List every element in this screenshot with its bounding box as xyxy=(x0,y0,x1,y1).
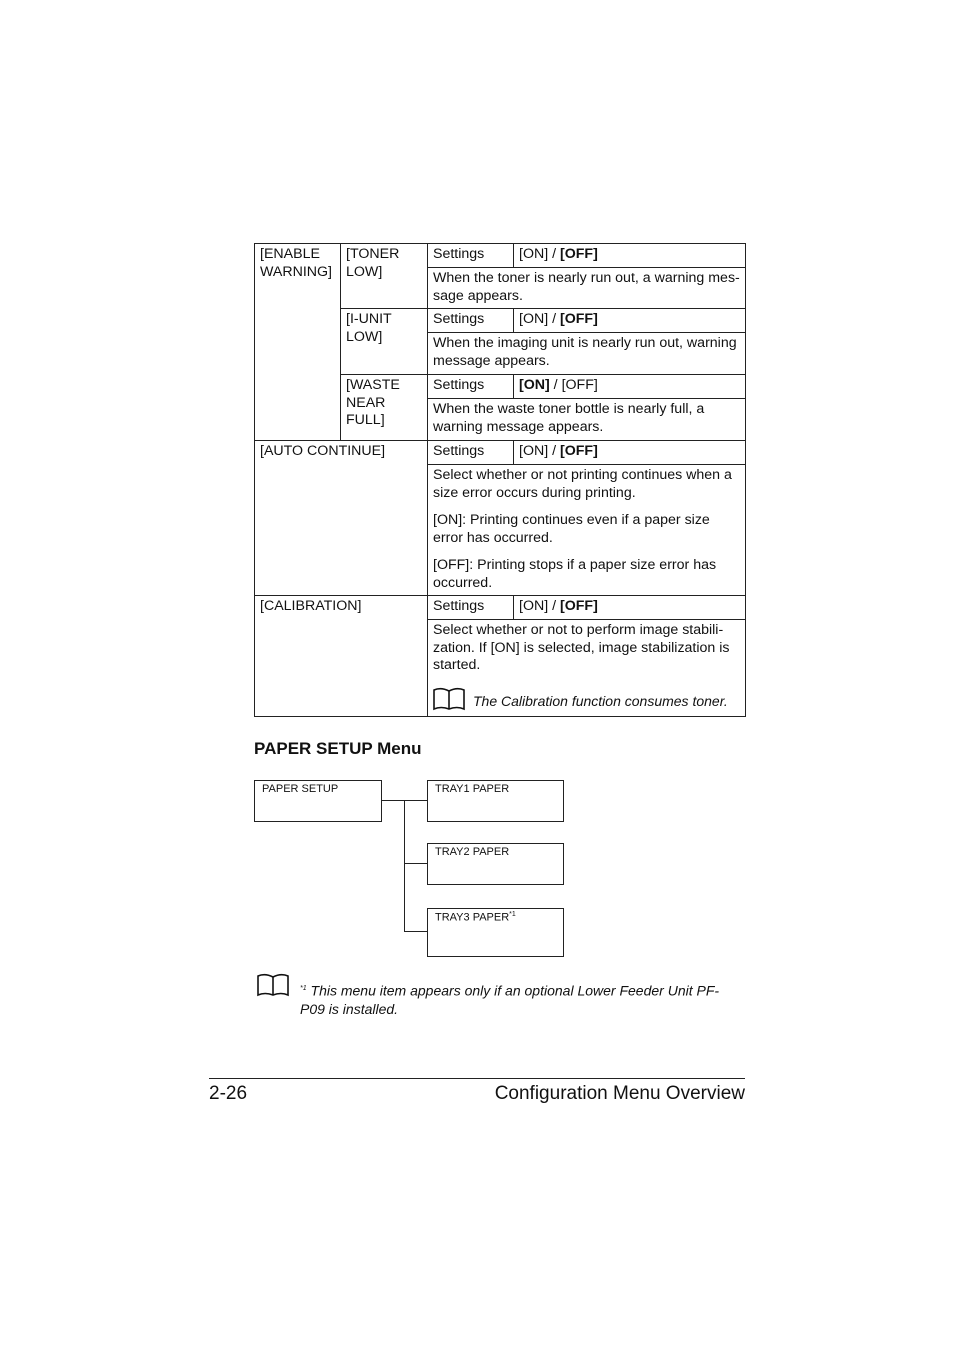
option-off-default: [OFF] xyxy=(560,311,598,327)
waste-near-full-description: When the waste toner bottle is nearly full, a warning message appears. xyxy=(433,401,705,435)
auto-continue-desc-3: [OFF]: Printing stops if a paper size error has occurred. xyxy=(433,557,717,591)
auto-continue-settings-label: Settings xyxy=(433,443,485,459)
menu-item-tray3-paper xyxy=(427,908,564,957)
section-title: PAPER SETUP Menu xyxy=(254,739,422,758)
footer-rule xyxy=(209,1078,745,1079)
option-separator: / xyxy=(548,246,560,262)
option-on: [ON] xyxy=(519,246,549,262)
auto-continue-desc-2: [ON]: Printing continues even if a paper size error has occurred. xyxy=(433,512,710,546)
calibration-note-text: The Calibration function consumes toner. xyxy=(473,693,728,709)
menu-item-tray1-paper: TRAY1 PAPER xyxy=(427,780,564,822)
auto-continue-settings-value xyxy=(514,441,745,461)
i-unit-low-settings-label: Settings xyxy=(433,311,485,327)
footnote-text xyxy=(300,980,730,1018)
option-on-default: [ON] xyxy=(519,377,550,393)
footnote-marker: *1 xyxy=(300,985,307,992)
calibration-settings-label: Settings xyxy=(433,598,485,614)
chapter-title: Configuration Menu Overview xyxy=(494,1083,745,1104)
option-off: [OFF] xyxy=(561,377,598,393)
waste-near-full-settings-value xyxy=(514,375,745,395)
i-unit-low-description: When the imaging unit is nearly run out, warning message appears. xyxy=(433,335,737,369)
option-separator: / xyxy=(549,377,562,393)
toner-low-settings-value xyxy=(514,244,745,264)
option-off-default: [OFF] xyxy=(560,443,598,459)
option-off-default: [OFF] xyxy=(560,246,598,262)
menu-root-paper-setup: PAPER SETUP xyxy=(254,780,382,822)
toner-low-settings-label: Settings xyxy=(433,246,485,262)
calibration-settings-value xyxy=(514,596,745,616)
option-separator: / xyxy=(548,598,560,614)
enable-warning-label: [ENABLE WARNING] xyxy=(260,246,332,280)
menu-item-tray2-paper: TRAY2 PAPER xyxy=(427,843,564,885)
footnote-body: This menu item appears only if an optional Lower Feeder Unit PF-P09 is installed. xyxy=(300,982,720,1017)
calibration-label: [CALIBRATION] xyxy=(260,598,362,614)
page-number: 2-26 xyxy=(209,1083,248,1104)
option-separator: / xyxy=(548,311,560,327)
tray3-paper-label: TRAY3 PAPER xyxy=(435,911,510,924)
toner-low-description: When the toner is nearly run out, a warning mes-sage appears. xyxy=(433,270,740,304)
waste-near-full-label: [WASTE NEAR FULL] xyxy=(346,377,400,428)
i-unit-low-settings-value xyxy=(514,309,745,329)
book-note-icon xyxy=(256,973,290,1002)
option-on: [ON] xyxy=(519,598,549,614)
option-on: [ON] xyxy=(519,443,549,459)
waste-near-full-settings-label: Settings xyxy=(433,377,485,393)
auto-continue-label: [AUTO CONTINUE] xyxy=(260,443,386,459)
auto-continue-desc-1: Select whether or not printing continues when a size error occurs during printing. xyxy=(433,467,732,501)
tray3-footnote-marker: *1 xyxy=(509,911,516,918)
toner-low-label: [TONER LOW] xyxy=(346,246,400,280)
i-unit-low-label: [I-UNIT LOW] xyxy=(346,311,392,345)
auto-continue-description xyxy=(428,465,745,592)
option-on: [ON] xyxy=(519,311,549,327)
book-note-icon xyxy=(432,687,466,716)
calibration-description: Select whether or not to perform image stabili-zation. If [ON] is selected, image stabilization is started. xyxy=(433,622,730,673)
option-off-default: [OFF] xyxy=(560,598,598,614)
option-separator: / xyxy=(548,443,560,459)
